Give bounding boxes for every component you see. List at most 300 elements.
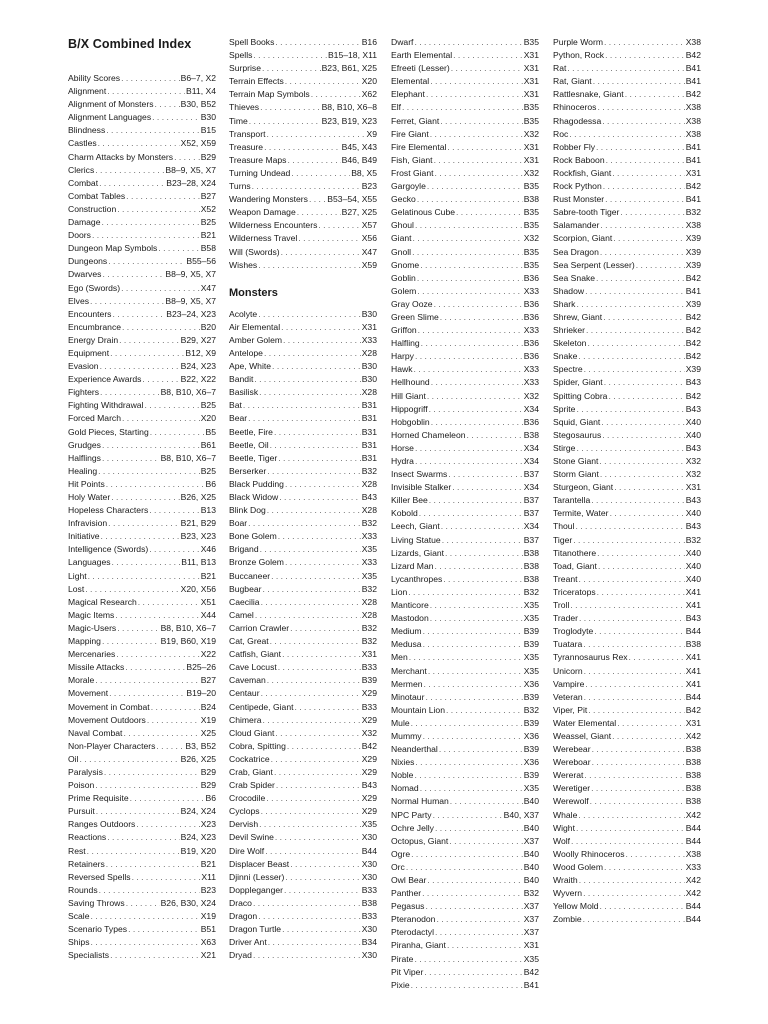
dot-leader: [263, 583, 361, 596]
index-entry: [391, 953, 539, 966]
dot-leader: [430, 612, 523, 625]
index-entry: [229, 740, 377, 753]
index-entry: [68, 583, 216, 596]
entry-pages: X51: [200, 596, 216, 607]
entry-term: Cyclops: [229, 806, 260, 817]
dot-leader: [262, 714, 360, 727]
entry-term: Bandit: [229, 374, 254, 385]
dot-leader: [261, 596, 361, 609]
entry-pages: B31: [361, 413, 377, 424]
index-entry: [553, 219, 701, 232]
index-column-1: [68, 36, 216, 962]
index-entry: [391, 62, 539, 75]
index-entry: [553, 769, 701, 782]
index-entry: [391, 638, 539, 651]
dot-leader: [109, 687, 185, 700]
entry-pages: B3, B52: [185, 740, 216, 751]
entry-pages: B32: [523, 586, 539, 597]
entry-pages: B36: [523, 416, 539, 427]
index-entry: [553, 62, 701, 75]
dot-leader: [591, 494, 684, 507]
entry-term: Bronze Golem: [229, 557, 284, 568]
dot-leader: [411, 717, 523, 730]
entry-pages: B29: [200, 151, 216, 162]
entry-term: Scale: [68, 911, 90, 921]
entry-pages: B38: [523, 573, 539, 584]
entry-pages: B32: [523, 704, 539, 715]
entry-pages: X31: [523, 141, 539, 152]
index-entry: [68, 570, 216, 583]
dot-leader: [626, 848, 685, 861]
entry-pages: B26, B30, X24: [160, 897, 216, 908]
entry-pages: B41: [685, 141, 701, 152]
index-entry: [553, 835, 701, 848]
entry-term: Languages: [68, 557, 111, 568]
entry-term: Snake: [553, 351, 578, 362]
index-entry: [553, 534, 701, 547]
index-entry: [229, 831, 377, 844]
index-entry: [68, 504, 216, 517]
dot-leader: [174, 151, 200, 164]
entry-term: Infravision: [68, 518, 108, 529]
index-entry: [68, 701, 216, 714]
entry-term: Basilisk: [229, 387, 259, 398]
index-entry: [553, 743, 701, 756]
entry-term: Cat, Great: [229, 636, 269, 647]
index-entry: [68, 740, 216, 753]
index-entry: [553, 573, 701, 586]
entry-term: Alignment Languages: [68, 112, 152, 123]
entry-pages: B21: [200, 858, 216, 869]
index-entry: [553, 822, 701, 835]
entry-pages: X31: [523, 50, 539, 61]
index-entry: [553, 730, 701, 743]
entry-pages: X32: [361, 727, 377, 738]
index-entry: [68, 439, 216, 452]
index-entry: [229, 543, 377, 556]
entry-pages: X30: [361, 871, 377, 882]
dot-leader: [636, 259, 685, 272]
index-entry: [68, 177, 216, 190]
dot-leader: [309, 193, 326, 206]
dot-leader: [261, 687, 361, 700]
dot-leader: [130, 792, 205, 805]
entry-term: Cobra, Spitting: [229, 740, 286, 751]
entry-pages: X29: [361, 753, 377, 764]
entry-pages: B35: [523, 259, 539, 270]
dot-leader: [108, 517, 179, 530]
dot-leader: [297, 206, 341, 219]
dot-leader: [253, 949, 361, 962]
entry-term: Dragon Turtle: [229, 924, 282, 935]
entry-term: Manticore: [391, 600, 429, 611]
entry-term: Weapon Damage: [229, 207, 296, 218]
dot-leader: [604, 376, 685, 389]
entry-term: Spectre: [553, 364, 583, 375]
dot-leader: [278, 452, 360, 465]
dot-leader: [417, 272, 523, 285]
index-entry: [229, 465, 377, 478]
index-entry: [553, 101, 701, 114]
index-entry: [229, 36, 377, 49]
dot-leader: [417, 285, 522, 298]
entry-pages: B24, X23: [180, 832, 216, 843]
entry-pages: B8, B10, X6–8: [321, 102, 377, 113]
index-entry: [553, 756, 701, 769]
index-entry: [229, 101, 377, 114]
index-entry: [229, 858, 377, 871]
index-entry: [553, 259, 701, 272]
dot-leader: [258, 910, 361, 923]
dot-leader: [287, 154, 340, 167]
dot-leader: [112, 556, 181, 569]
entry-term: Air Elemental: [229, 321, 281, 332]
dot-leader: [264, 347, 361, 360]
entry-term: Magical Research: [68, 596, 137, 607]
entry-term: Pegasus: [391, 901, 425, 912]
dot-leader: [402, 101, 523, 114]
entry-pages: B13: [200, 505, 216, 516]
entry-term: Pterodactyl: [391, 927, 434, 938]
index-entry: [553, 442, 701, 455]
dot-leader: [106, 478, 205, 491]
index-entry: [553, 717, 701, 730]
index-entry: [68, 399, 216, 412]
index-entry: [553, 678, 701, 691]
entry-term: Werebear: [553, 744, 591, 755]
entry-pages: B21, B29: [180, 518, 216, 529]
dot-leader: [406, 861, 523, 874]
entry-term: Merchant: [391, 665, 427, 676]
dot-leader: [95, 779, 199, 792]
dot-leader: [112, 308, 165, 321]
entry-term: Pteranodon: [391, 914, 436, 925]
dot-leader: [569, 128, 684, 141]
entry-pages: X40: [685, 429, 701, 440]
index-entry: [391, 612, 539, 625]
index-entry: [553, 324, 701, 337]
entry-pages: B32: [361, 583, 377, 594]
entry-pages: X29: [361, 688, 377, 699]
dot-leader: [440, 115, 522, 128]
entry-pages: B27: [200, 190, 216, 201]
index-entry: [553, 691, 701, 704]
entry-pages: B8, B10, X6–7: [160, 622, 216, 633]
entry-pages: B44: [685, 691, 701, 702]
dot-leader: [85, 583, 179, 596]
dot-leader: [92, 229, 200, 242]
index-entry: [229, 530, 377, 543]
entry-pages: B38: [523, 547, 539, 558]
entry-pages: X37: [523, 914, 539, 925]
dot-leader: [434, 298, 523, 311]
dot-leader: [267, 504, 361, 517]
entry-pages: B24, X23: [180, 361, 216, 372]
dot-leader: [125, 661, 185, 674]
entry-term: Retainers: [68, 858, 105, 869]
index-entry: [229, 426, 377, 439]
dot-leader: [290, 858, 361, 871]
entry-term: Centipede, Giant: [229, 701, 294, 712]
entry-term: Medusa: [391, 639, 422, 650]
entry-pages: B35: [523, 220, 539, 231]
dot-leader: [435, 822, 523, 835]
index-entry: [553, 167, 701, 180]
entry-pages: B21: [200, 570, 216, 581]
index-entry: [553, 861, 701, 874]
index-entry: [553, 390, 701, 403]
dot-leader: [425, 691, 522, 704]
dot-leader: [598, 560, 685, 573]
dot-leader: [102, 268, 164, 281]
dot-leader: [267, 465, 360, 478]
entry-term: Combat: [68, 177, 99, 188]
index-entry: [68, 72, 216, 85]
entry-pages: B8, X5: [351, 167, 377, 178]
entry-term: Robber Fly: [553, 141, 596, 152]
dot-leader: [96, 805, 180, 818]
entry-pages: B34: [361, 937, 377, 948]
index-entry: [391, 468, 539, 481]
entry-pages: X38: [685, 37, 701, 47]
dot-leader: [585, 678, 684, 691]
index-entry: [553, 115, 701, 128]
entry-pages: B39: [523, 770, 539, 781]
entry-term: Green Slime: [391, 311, 439, 322]
dot-leader: [147, 714, 200, 727]
dot-leader: [106, 858, 200, 871]
entry-pages: B41: [685, 194, 701, 205]
index-entry: [553, 337, 701, 350]
entry-term: Tarantella: [553, 495, 591, 506]
entry-term: Octopus, Giant: [391, 835, 449, 846]
dot-leader: [587, 337, 684, 350]
dot-leader: [576, 442, 684, 455]
entry-pages: X41: [685, 665, 701, 676]
entry-term: Invisible Stalker: [391, 482, 452, 493]
index-entry: [229, 412, 377, 425]
entry-pages: X41: [685, 652, 701, 663]
entry-pages: X33: [523, 377, 539, 388]
index-entry: [229, 246, 377, 259]
entry-term: Orc: [391, 861, 405, 872]
entry-pages: B32: [361, 636, 377, 647]
entry-term: Light: [68, 570, 87, 581]
entry-term: Ape, White: [229, 361, 272, 372]
entry-term: Pursuit: [68, 806, 95, 817]
entry-term: Python, Rock: [553, 50, 605, 61]
dot-leader: [578, 350, 684, 363]
dot-leader: [243, 399, 361, 412]
dot-leader: [117, 203, 199, 216]
entry-pages: B42: [685, 704, 701, 715]
dot-leader: [448, 468, 522, 481]
entry-term: Construction: [68, 203, 117, 214]
entry-term: Pit Viper: [391, 966, 424, 977]
entry-pages: X20: [361, 76, 377, 87]
entry-pages: B15–18, X11: [327, 50, 377, 61]
index-entry: [391, 874, 539, 887]
dot-leader: [248, 412, 361, 425]
entry-pages: X34: [523, 521, 539, 532]
index-entry: [68, 137, 216, 150]
dot-leader: [585, 285, 685, 298]
index-entry: [391, 481, 539, 494]
entry-pages: X34: [523, 403, 539, 414]
entry-term: Mercenaries: [68, 649, 116, 660]
entry-term: Experience Awards: [68, 374, 142, 385]
entry-term: Pixie: [391, 979, 410, 990]
index-entry: [553, 507, 701, 520]
index-entry: [229, 871, 377, 884]
entry-pages: B44: [361, 845, 377, 856]
entry-pages: B51: [200, 924, 216, 935]
index-entry: [553, 651, 701, 664]
index-entry: [229, 805, 377, 818]
entry-term: Piranha, Giant: [391, 940, 446, 951]
entry-pages: X41: [685, 678, 701, 689]
entry-pages: X30: [361, 950, 377, 961]
entry-term: Skeleton: [553, 338, 587, 349]
entry-pages: X33: [523, 325, 539, 336]
index-entry: [391, 141, 539, 154]
dot-leader: [429, 494, 523, 507]
index-entry: [391, 822, 539, 835]
entry-term: Beetle, Fire: [229, 426, 273, 437]
entry-term: Reversed Spells: [68, 871, 131, 882]
dot-leader: [252, 180, 361, 193]
entry-term: Thoul: [553, 521, 575, 532]
entry-pages: X41: [685, 600, 701, 611]
entry-term: Charm Attacks by Monsters: [68, 151, 174, 162]
dot-leader: [453, 49, 523, 62]
dot-leader: [259, 818, 361, 831]
dot-leader: [629, 651, 685, 664]
entry-term: Elemental: [391, 76, 430, 87]
index-entry: [391, 704, 539, 717]
index-entry: [229, 818, 377, 831]
entry-term: Crab, Giant: [229, 766, 273, 777]
dot-leader: [431, 416, 523, 429]
index-entry: [229, 206, 377, 219]
entry-pages: X28: [361, 347, 377, 358]
entry-term: Neanderthal: [391, 744, 438, 755]
dot-leader: [602, 115, 684, 128]
dot-leader: [267, 674, 361, 687]
entry-pages: X31: [523, 63, 539, 74]
entry-pages: B8, B10, X6–7: [160, 452, 216, 463]
index-entry: [68, 779, 216, 792]
entry-term: Normal Human: [391, 796, 449, 807]
entry-term: Rounds: [68, 884, 98, 895]
entry-pages: X32: [523, 167, 539, 178]
index-entry: [68, 321, 216, 334]
index-entry: [68, 543, 216, 556]
dot-leader: [102, 452, 160, 465]
index-entry: [229, 727, 377, 740]
dot-leader: [435, 560, 523, 573]
index-entry: [229, 439, 377, 452]
entry-term: Griffon: [391, 325, 417, 336]
entry-term: Sea Dragon: [553, 246, 599, 257]
index-entry: [229, 115, 377, 128]
entry-pages: X36: [523, 678, 539, 689]
dot-leader: [311, 88, 361, 101]
index-entry: [229, 399, 377, 412]
index-entry: [391, 324, 539, 337]
entry-term: Movement Outdoors: [68, 714, 146, 725]
index-entry: [553, 272, 701, 285]
entry-term: Paralysis: [68, 766, 103, 777]
entry-pages: X35: [523, 665, 539, 676]
entry-term: Giant: [391, 233, 412, 244]
index-entry: [553, 141, 701, 154]
entry-term: Sea Serpent (Lesser): [553, 259, 635, 270]
entry-pages: B23: [361, 181, 377, 192]
dot-leader: [597, 101, 684, 114]
index-entry: [391, 259, 539, 272]
entry-term: Cave Locust: [229, 662, 277, 673]
entry-term: Encounters: [68, 308, 112, 319]
entry-pages: X40: [685, 547, 701, 558]
entry-term: Noble: [391, 770, 414, 781]
index-entry: [553, 311, 701, 324]
entry-pages: X25: [200, 727, 216, 738]
dot-leader: [414, 953, 522, 966]
entry-pages: X52, X59: [180, 138, 216, 149]
entry-term: Thieves: [229, 102, 260, 113]
entry-pages: X20, X56: [180, 583, 216, 594]
dot-leader: [126, 190, 200, 203]
entry-pages: B42: [685, 50, 701, 61]
entry-pages: X37: [523, 927, 539, 938]
entry-pages: X39: [685, 364, 701, 375]
entry-term: Amber Golem: [229, 334, 283, 345]
entry-pages: B30: [361, 374, 377, 385]
entry-pages: B35: [523, 246, 539, 257]
entry-pages: B39: [523, 717, 539, 728]
index-entry: [68, 530, 216, 543]
entry-term: Shadow: [553, 285, 585, 296]
entry-term: Mountain Lion: [391, 704, 445, 715]
entry-term: Kobold: [391, 508, 418, 519]
entry-pages: B37: [523, 495, 539, 506]
entry-term: Troll: [553, 600, 570, 611]
entry-pages: B32: [685, 207, 701, 218]
entry-term: Encumbrance: [68, 321, 122, 332]
dot-leader: [429, 403, 523, 416]
index-entry: [68, 98, 216, 111]
entry-term: Spell Books: [229, 37, 275, 47]
entry-term: Dungeon Map Symbols: [68, 243, 158, 254]
entry-term: Gecko: [391, 194, 416, 205]
entry-pages: B12, X9: [185, 347, 216, 358]
entry-term: Veteran: [553, 691, 583, 702]
dot-leader: [613, 232, 684, 245]
index-entry: [391, 154, 539, 167]
entry-term: Ghoul: [391, 220, 414, 231]
dot-leader: [415, 756, 522, 769]
entry-term: Initiative: [68, 531, 100, 542]
entry-term: Poison: [68, 780, 95, 791]
dot-leader: [447, 939, 523, 952]
entry-term: Frost Giant: [391, 167, 434, 178]
dot-leader: [274, 426, 361, 439]
dot-leader: [155, 98, 180, 111]
index-entry: [229, 75, 377, 88]
dot-leader: [281, 321, 361, 334]
index-entry: [229, 88, 377, 101]
